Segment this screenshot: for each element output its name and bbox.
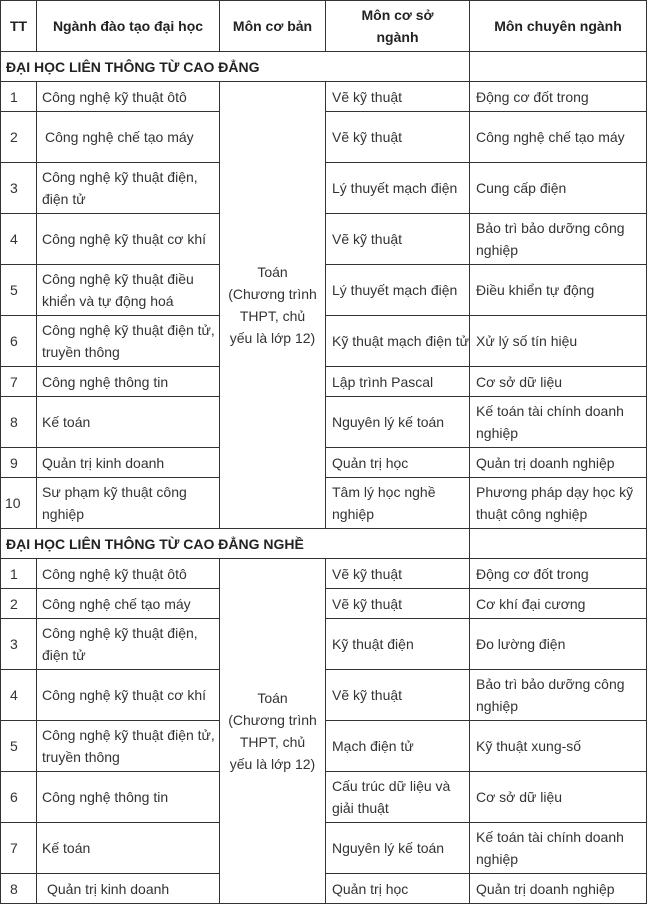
foundation-cell: Lập trình Pascal <box>326 367 470 397</box>
row-number: 1 <box>1 559 37 589</box>
major-cell: Công nghệ kỹ thuật điều khiển và tự động hoá <box>37 265 220 316</box>
specialized-cell: Kỹ thuật xung-số <box>470 721 647 772</box>
major-cell: Kế toán <box>37 823 220 874</box>
foundation-cell: Vẽ kỹ thuật <box>326 589 470 619</box>
basic-subject-cell: Toán (Chương trình THPT, chủ yếu là lớp 12) <box>220 82 326 529</box>
specialized-cell: Xử lý số tín hiệu <box>470 316 647 367</box>
major-cell: Công nghệ thông tin <box>37 772 220 823</box>
major-cell: Công nghệ thông tin <box>37 367 220 397</box>
section-title: ĐẠI HỌC LIÊN THÔNG TỪ CAO ĐẲNG <box>1 52 470 82</box>
basic-subject-cell: Toán (Chương trình THPT, chủ yếu là lớp 12) <box>220 559 326 904</box>
specialized-cell: Quản trị doanh nghiệp <box>470 874 647 904</box>
row-number: 1 <box>1 82 37 112</box>
specialized-cell: Kế toán tài chính doanh nghiệp <box>470 823 647 874</box>
row-number: 7 <box>1 367 37 397</box>
foundation-cell: Nguyên lý kế toán <box>326 397 470 448</box>
major-cell: Kế toán <box>37 397 220 448</box>
row-number: 10 <box>1 478 37 529</box>
major-cell: Công nghệ kỹ thuật điện tử, truyền thông <box>37 721 220 772</box>
specialized-cell: Cơ khí đại cương <box>470 589 647 619</box>
major-cell: Công nghệ chế tạo máy <box>37 112 220 163</box>
major-cell: Công nghệ kỹ thuật ôtô <box>37 82 220 112</box>
major-cell: Công nghệ kỹ thuật ôtô <box>37 559 220 589</box>
specialized-cell: Kế toán tài chính doanh nghiệp <box>470 397 647 448</box>
row-number: 3 <box>1 619 37 670</box>
foundation-cell: Nguyên lý kế toán <box>326 823 470 874</box>
row-number: 4 <box>1 214 37 265</box>
foundation-cell: Tâm lý học nghề nghiệp <box>326 478 470 529</box>
section-title-empty-cell <box>470 52 647 82</box>
header-row <box>1 1 647 52</box>
row-number: 2 <box>1 112 37 163</box>
specialized-cell: Bảo trì bảo dưỡng công nghiệp <box>470 214 647 265</box>
foundation-cell: Kỹ thuật điện <box>326 619 470 670</box>
section-title-row <box>1 529 647 559</box>
major-cell: Sư phạm kỹ thuật công nghiệp <box>37 478 220 529</box>
table-row <box>1 82 647 112</box>
row-number: 4 <box>1 670 37 721</box>
header-basic: Môn cơ bản <box>220 1 326 52</box>
section-title: ĐẠI HỌC LIÊN THÔNG TỪ CAO ĐẲNG NGHỀ <box>1 529 470 559</box>
specialized-cell: Động cơ đốt trong <box>470 559 647 589</box>
row-number: 9 <box>1 448 37 478</box>
major-cell: Công nghệ kỹ thuật điện, điện tử <box>37 619 220 670</box>
header-foundation: Môn cơ sở ngành <box>326 1 470 52</box>
major-cell: Công nghệ kỹ thuật điện tử, truyền thông <box>37 316 220 367</box>
major-cell: Công nghệ kỹ thuật cơ khí <box>37 214 220 265</box>
foundation-cell: Vẽ kỹ thuật <box>326 82 470 112</box>
row-number: 6 <box>1 316 37 367</box>
specialized-cell: Cơ sở dữ liệu <box>470 367 647 397</box>
row-number: 2 <box>1 589 37 619</box>
row-number: 5 <box>1 721 37 772</box>
foundation-cell: Vẽ kỹ thuật <box>326 670 470 721</box>
foundation-cell: Quản trị học <box>326 874 470 904</box>
header-specialized: Môn chuyên ngành <box>470 1 647 52</box>
foundation-cell: Kỹ thuật mạch điện tử <box>326 316 470 367</box>
foundation-cell: Vẽ kỹ thuật <box>326 214 470 265</box>
row-number: 5 <box>1 265 37 316</box>
major-cell: Công nghệ kỹ thuật điện, điện tử <box>37 163 220 214</box>
header-tt: TT <box>1 1 37 52</box>
foundation-cell: Mạch điện tử <box>326 721 470 772</box>
major-cell: Công nghệ chế tạo máy <box>37 589 220 619</box>
specialized-cell: Động cơ đốt trong <box>470 82 647 112</box>
specialized-cell: Đo lường điện <box>470 619 647 670</box>
row-number: 7 <box>1 823 37 874</box>
specialized-cell: Cơ sở dữ liệu <box>470 772 647 823</box>
foundation-cell: Vẽ kỹ thuật <box>326 559 470 589</box>
major-cell: Quản trị kinh doanh <box>37 874 220 904</box>
section-title-row <box>1 52 647 82</box>
table-row <box>1 559 647 589</box>
foundation-cell: Quản trị học <box>326 448 470 478</box>
specialized-cell: Công nghệ chế tạo máy <box>470 112 647 163</box>
foundation-cell: Lý thuyết mạch điện <box>326 265 470 316</box>
header-major: Ngành đào tạo đại học <box>37 1 220 52</box>
specialized-cell: Cung cấp điện <box>470 163 647 214</box>
specialized-cell: Điều khiển tự động <box>470 265 647 316</box>
major-cell: Công nghệ kỹ thuật cơ khí <box>37 670 220 721</box>
specialized-cell: Bảo trì bảo dưỡng công nghiệp <box>470 670 647 721</box>
specialized-cell: Quản trị doanh nghiệp <box>470 448 647 478</box>
row-number: 8 <box>1 874 37 904</box>
row-number: 3 <box>1 163 37 214</box>
section-title-empty-cell <box>470 529 647 559</box>
row-number: 8 <box>1 397 37 448</box>
foundation-cell: Lý thuyết mạch điện <box>326 163 470 214</box>
foundation-cell: Vẽ kỹ thuật <box>326 112 470 163</box>
major-cell: Quản trị kinh doanh <box>37 448 220 478</box>
row-number: 6 <box>1 772 37 823</box>
foundation-cell: Cấu trúc dữ liệu và giải thuật <box>326 772 470 823</box>
specialized-cell: Phương pháp dạy học kỹ thuật công nghiệp <box>470 478 647 529</box>
